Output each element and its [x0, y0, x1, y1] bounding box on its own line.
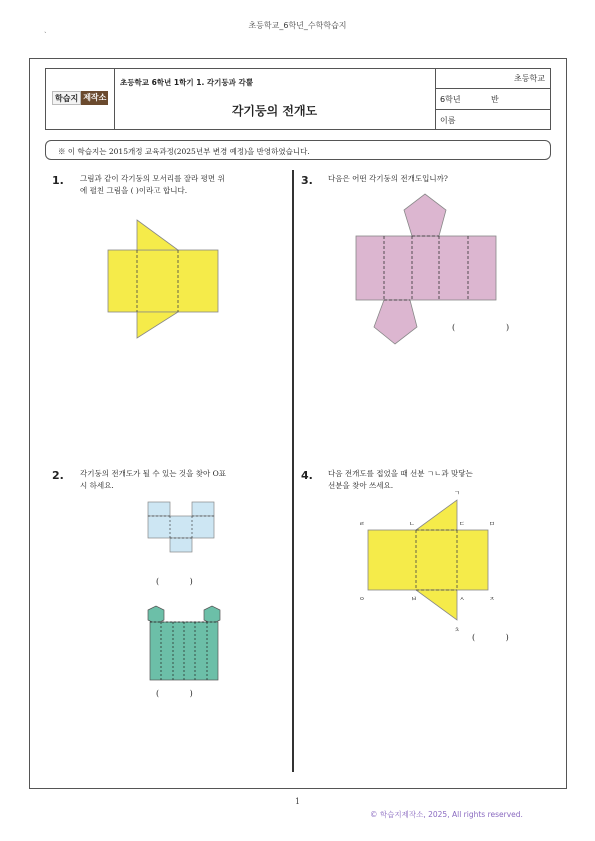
q4-answer[interactable]: ( ) — [472, 633, 509, 642]
grade-field: 6학년 — [440, 95, 461, 104]
logo-part1: 학습지 — [52, 91, 81, 105]
q2-answer-a[interactable]: ( ) — [156, 577, 193, 586]
header-divider — [114, 68, 115, 130]
class-field: 반 — [491, 95, 499, 104]
header-row-line — [435, 88, 551, 89]
worksheet-title: 각기둥의 전개도 — [231, 104, 318, 118]
q3-number: 3. — [301, 174, 313, 187]
header-divider — [435, 68, 436, 130]
q2-text-line1: 각기둥의 전개도가 될 수 있는 것을 찾아 O표 — [80, 469, 227, 478]
q1-triangular-prism-net — [100, 215, 230, 345]
label-ch: ㅊ — [454, 627, 460, 634]
q2-net-b — [138, 604, 230, 684]
q4-triangular-prism-net — [356, 488, 506, 638]
q2-text-line2: 시 하세요. — [80, 481, 114, 490]
mark: ` — [44, 32, 47, 39]
label-d: ㄷ — [459, 521, 465, 528]
copyright: © 학습지제작소, 2025, All rights reserved. — [370, 810, 523, 819]
label-j: ㅈ — [489, 596, 495, 603]
page-title: 초등학교_6학년_수학학습지 — [248, 21, 347, 30]
q1-number: 1. — [52, 174, 64, 187]
label-r: ㄹ — [359, 521, 365, 528]
q4-text-line2: 선분을 찾아 쓰세요. — [328, 481, 394, 490]
q2-number: 2. — [52, 469, 64, 482]
q4-text-line1: 다음 전개도를 접었을 때 선분 ㄱㄴ과 맞닿는 — [328, 469, 473, 478]
column-divider — [292, 170, 294, 772]
label-g: ㄱ — [454, 490, 460, 497]
subject-line: 초등학교 6학년 1학기 1. 각기둥과 각뿔 — [120, 78, 253, 87]
label-m: ㅁ — [489, 521, 495, 528]
name-field: 이름 — [440, 116, 456, 125]
q2-answer-b[interactable]: ( ) — [156, 689, 193, 698]
worksheet-frame — [29, 58, 567, 789]
label-b: ㅂ — [411, 596, 417, 603]
label-o: ㅇ — [359, 596, 365, 603]
label-s: ㅅ — [459, 596, 465, 603]
q2-net-a — [140, 500, 230, 560]
q3-answer[interactable]: ( ) — [452, 323, 510, 332]
q4-number: 4. — [301, 469, 313, 482]
q1-text-line1: 그림과 같이 각기둥의 모서리를 잘라 평면 위 — [80, 174, 225, 183]
label-n: ㄴ — [409, 521, 415, 528]
curriculum-notice: ※ 이 학습지는 2015개정 교육과정(2025년부 변경 예정)을 반영하였습니다. — [45, 140, 551, 160]
logo — [52, 91, 108, 105]
school-field: 초등학교 — [514, 74, 545, 83]
q1-text-line2: 에 펼친 그림을 ( )이라고 합니다. — [80, 186, 188, 195]
header-row-line — [435, 109, 551, 110]
q3-text-line1: 다음은 어떤 각기둥의 전개도입니까? — [328, 174, 448, 183]
logo-part2: 제작소 — [81, 91, 108, 105]
page-number: 1 — [294, 797, 301, 806]
